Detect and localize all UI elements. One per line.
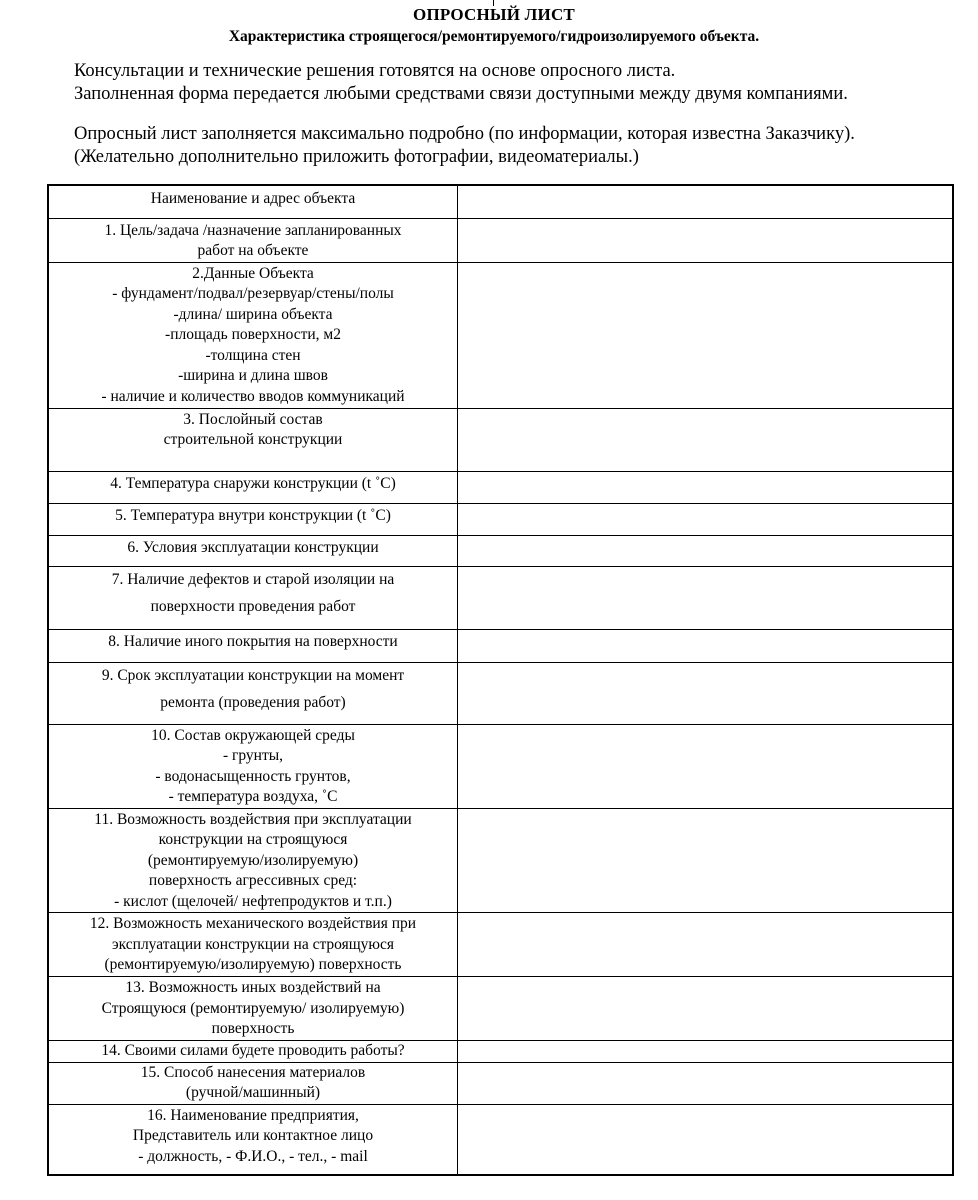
question-text: 14. Своими силами будете проводить работы?: [101, 1041, 405, 1059]
table-row: [48, 808, 953, 913]
intro-line: (Желательно дополнительно приложить фотографии, видеоматериалы.): [74, 147, 639, 167]
question-cell: [48, 913, 458, 977]
question-text: - грунты,: [222, 747, 284, 764]
question-text: 8. Наличие иного покрытия на поверхности: [108, 632, 398, 650]
question-text: 16. Наименование предприятия,: [147, 1106, 359, 1124]
question-text: - должность, - Ф.И.О., - тел., - mail: [138, 1147, 368, 1165]
table-row: [48, 408, 953, 471]
intro-line: Консультации и технические решения готовятся на основе опросного листа.: [74, 61, 676, 81]
table-row: [48, 629, 953, 662]
table-row: [48, 662, 953, 724]
answer-cell-environment[interactable]: [458, 724, 954, 808]
answer-cell-defects[interactable]: [458, 566, 954, 629]
answer-cell-inside-temp[interactable]: [458, 503, 954, 535]
answer-cell-mechanical-impact[interactable]: [458, 913, 954, 977]
question-text: (ручной/машинный): [185, 1084, 321, 1101]
question-text: -площадь поверхности, м2: [165, 326, 341, 343]
question-text: 7. Наличие дефектов и старой изоляции на: [111, 570, 395, 588]
question-text: Представитель или контактное лицо: [132, 1127, 374, 1144]
question-cell: [48, 1040, 458, 1062]
table-row: [48, 471, 953, 503]
answer-cell-layers[interactable]: [458, 408, 954, 471]
document-subtitle: Характеристика строящегося/ремонтируемого/гидроизолируемого объекта.: [228, 28, 760, 45]
answer-cell-own-forces[interactable]: [458, 1040, 954, 1062]
question-text: 4. Температура снаружи конструкции (t ˚С): [110, 474, 396, 492]
question-text: Наименование и адрес объекта: [150, 190, 356, 207]
intro-line: Опросный лист заполняется максимально подробно (по информации, которая известна Заказчику).: [74, 124, 855, 144]
table-row: [48, 977, 953, 1041]
question-text: поверхность: [211, 1020, 295, 1037]
question-cell: [48, 1104, 458, 1175]
table-row: [48, 503, 953, 535]
table-row: [48, 535, 953, 566]
question-text: Строящуюся (ремонтируемую/ изолируемую): [101, 999, 405, 1017]
question-text: - температура воздуха, ˚С: [168, 788, 338, 805]
question-cell: [48, 977, 458, 1041]
question-text: 1. Цель/задача /назначение запланированных: [104, 221, 402, 239]
table-row: [48, 262, 953, 408]
question-cell: [48, 535, 458, 566]
answer-cell-application-method[interactable]: [458, 1062, 954, 1104]
answer-cell-contact-info[interactable]: [458, 1104, 954, 1175]
intro-paragraph-2: [74, 123, 954, 169]
table-row: [48, 724, 953, 808]
question-cell: [48, 629, 458, 662]
question-text: 15. Способ нанесения материалов: [140, 1063, 366, 1081]
questionnaire-table: [47, 184, 954, 1176]
table-row: [48, 1104, 953, 1175]
answer-cell-goal[interactable]: [458, 218, 954, 262]
table-row: [48, 1040, 953, 1062]
table-row: [48, 913, 953, 977]
question-text: строительной конструкции: [163, 431, 343, 448]
question-cell: [48, 185, 458, 218]
question-text: -ширина и длина швов: [178, 367, 328, 384]
question-cell: [48, 218, 458, 262]
question-cell: [48, 724, 458, 808]
question-text: 11. Возможность воздействия при эксплуатации: [94, 810, 412, 828]
table-row: [48, 218, 953, 262]
question-text: - водонасыщенность грунтов,: [155, 767, 351, 785]
table-row: [48, 566, 953, 629]
question-text: - кислот (щелочей/ нефтепродуктов и т.п.): [114, 892, 392, 910]
question-text: 2.Данные Объекта: [192, 264, 314, 282]
question-cell: [48, 1062, 458, 1104]
question-text: 6. Условия эксплуатации конструкции: [127, 538, 379, 556]
answer-cell-service-life[interactable]: [458, 662, 954, 724]
intro-line: Заполненная форма передается любыми средствами связи доступными между двумя компаниями.: [74, 84, 848, 104]
question-cell: [48, 566, 458, 629]
question-text: работ на объекте: [197, 242, 309, 259]
question-cell: [48, 471, 458, 503]
question-text: 10. Состав окружающей среды: [151, 726, 355, 744]
question-text: 12. Возможность механического воздействия при: [89, 915, 417, 932]
answer-cell-object-data[interactable]: [458, 262, 954, 408]
answer-cell-aggressive-media[interactable]: [458, 808, 954, 913]
table-row: [48, 1062, 953, 1104]
question-text: 3. Послойный состав: [183, 410, 323, 428]
answer-cell-operating-conditions[interactable]: [458, 535, 954, 566]
question-cell: [48, 662, 458, 724]
question-text: поверхности проведения работ: [150, 597, 356, 615]
question-text: (ремонтируемую/изолируемую) поверхность: [104, 956, 402, 973]
question-cell: [48, 408, 458, 471]
answer-cell-other-impacts[interactable]: [458, 977, 954, 1041]
question-cell: [48, 262, 458, 408]
question-text: поверхность агрессивных сред:: [148, 872, 358, 889]
question-cell: [48, 503, 458, 535]
question-text: 5. Температура внутри конструкции (t ˚С): [115, 506, 391, 524]
question-text: конструкции на строящуюся: [158, 831, 348, 848]
answer-cell-other-coating[interactable]: [458, 629, 954, 662]
question-text: ремонта (проведения работ): [160, 693, 346, 711]
question-text: - наличие и количество вводов коммуникаций: [101, 387, 405, 405]
question-cell: [48, 808, 458, 913]
question-text: (ремонтируемую/изолируемую): [147, 851, 359, 869]
question-text: 9. Срок эксплуатации конструкции на момент: [101, 666, 405, 684]
answer-cell-object-name[interactable]: [458, 185, 954, 218]
intro-paragraph-1: [74, 60, 954, 106]
answer-cell-outside-temp[interactable]: [458, 471, 954, 503]
question-text: -толщина стен: [205, 346, 301, 364]
table-row: [48, 185, 953, 218]
document-title: ОПРОСНЫЙ ЛИСТ: [413, 5, 575, 24]
question-text: - фундамент/подвал/резервуар/стены/полы: [112, 285, 394, 302]
question-text: -длина/ ширина объекта: [173, 305, 333, 323]
question-text: эксплуатации конструкции на строящуюся: [111, 935, 395, 953]
question-text: 13. Возможность иных воздействий на: [125, 979, 381, 996]
